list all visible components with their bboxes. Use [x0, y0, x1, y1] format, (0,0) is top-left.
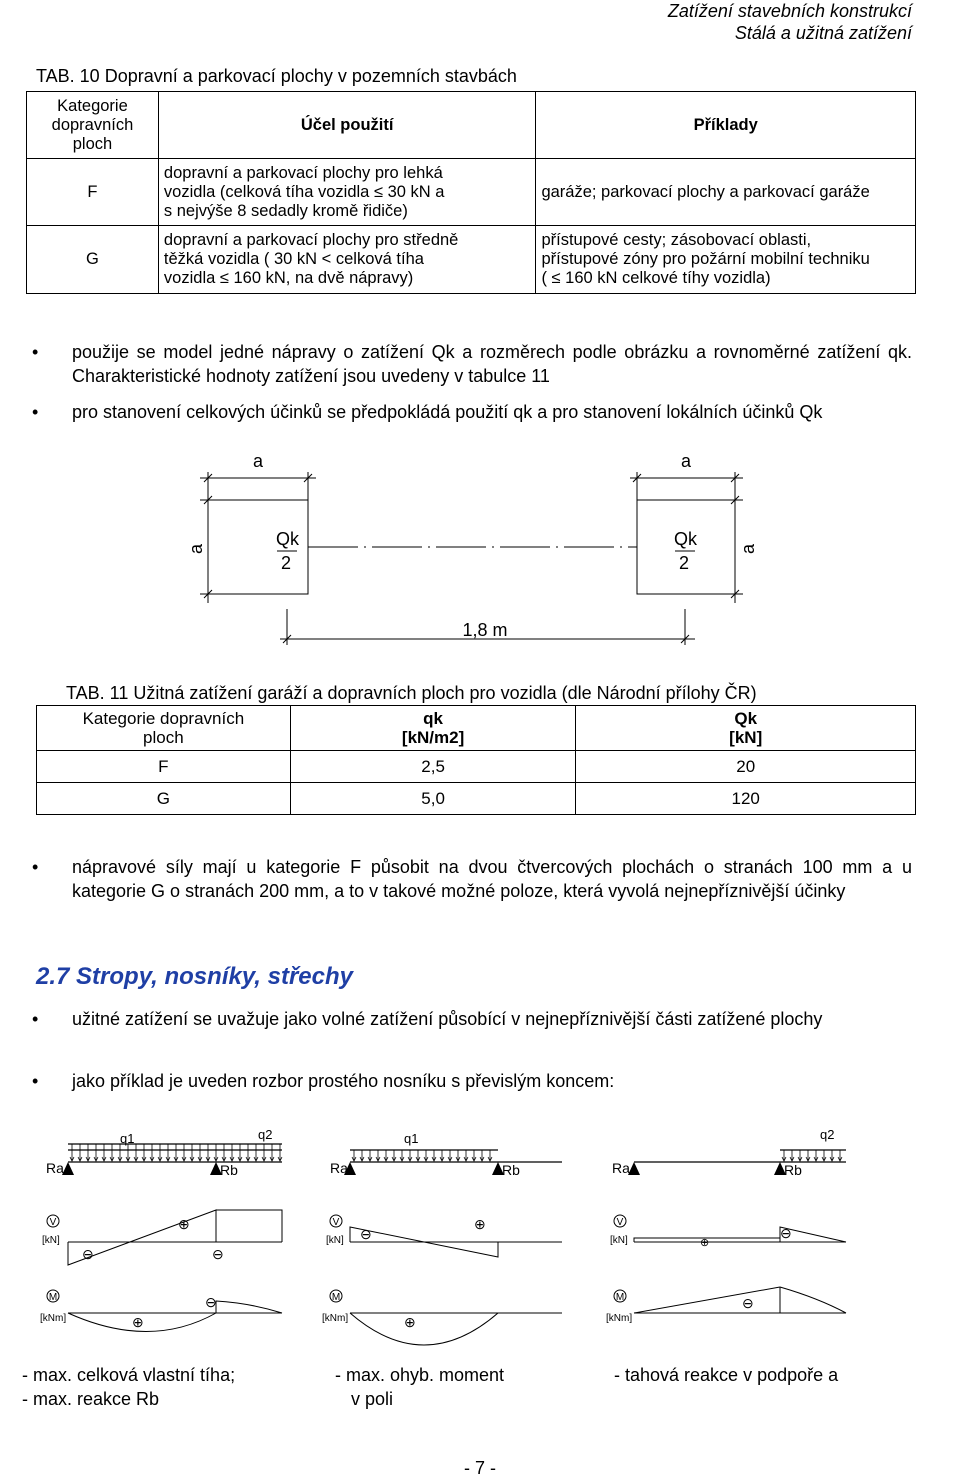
v-unit: [kN]: [326, 1235, 344, 1246]
axle-load-diagram: [150, 445, 800, 645]
v-symbol: V: [332, 1217, 340, 1228]
table11-header-row: [37, 706, 916, 751]
v-unit: [kN]: [42, 1235, 60, 1246]
ra-label: Ra: [612, 1160, 630, 1176]
running-header: [668, 0, 912, 44]
section-heading: 2.7 Stropy, nosníky, střechy: [36, 963, 354, 990]
plus-icon: ⊕: [132, 1314, 144, 1330]
v-symbol: V: [616, 1217, 624, 1228]
bullet-icon: •: [32, 1071, 39, 1091]
m-symbol: M: [48, 1292, 58, 1303]
table-row: [27, 159, 916, 226]
dim-a-top-left: a: [252, 451, 264, 471]
m-unit: [kNm]: [606, 1313, 633, 1324]
minus-icon: ⊖: [205, 1294, 217, 1310]
table-row: [37, 783, 916, 815]
ra-label: Ra: [330, 1160, 348, 1176]
beam-case-3: [606, 1127, 846, 1324]
left-load-label: Qk: [276, 529, 300, 549]
rb-label: Rb: [220, 1162, 238, 1178]
axle-spacing-label: 1,8 m: [462, 620, 508, 640]
rb-label: Rb: [784, 1162, 802, 1178]
table-row: [27, 226, 916, 294]
case-3-notes: - tahová reakce v podpoře a: [614, 1365, 839, 1385]
minus-icon: ⊖: [212, 1246, 224, 1262]
beam-diagrams: [0, 1115, 960, 1355]
category-cell: G: [37, 783, 291, 815]
minus-icon: ⊖: [780, 1225, 792, 1241]
m-unit: [kNm]: [40, 1313, 67, 1324]
table10-header-category: Kategorie dopravních ploch: [27, 92, 159, 159]
plus-icon: ⊕: [700, 1237, 710, 1249]
left-load-denominator: 2: [281, 553, 292, 573]
table11-header-category: Kategorie dopravních ploch: [37, 706, 291, 751]
bullet-icon: •: [32, 1009, 39, 1029]
table10-caption: TAB. 10 Dopravní a parkovací plochy v pozemních stavbách: [36, 66, 517, 86]
qk-cell: 2,5: [290, 751, 576, 783]
category-cell: F: [37, 751, 291, 783]
v-symbol: V: [49, 1217, 57, 1228]
table10-header-row: [27, 92, 916, 159]
bullet-icon: •: [32, 857, 39, 877]
table11-header-Qk: Qk [kN]: [576, 706, 916, 751]
use-cell: dopravní a parkovací plochy pro středně těžká vozidla ( 30 kN < celková tíha vozidla ≤ 160 kN, na dvě nápravy): [158, 226, 536, 294]
plus-icon: ⊕: [404, 1314, 416, 1330]
beam-case-1: [40, 1127, 282, 1332]
minus-icon: ⊖: [360, 1226, 372, 1242]
table11-header-qk: qk [kN/m2]: [290, 706, 576, 751]
header-subtitle: Stálá a užitná zatížení: [734, 23, 912, 43]
header-title: Zatížení stavebních konstrukcí: [667, 1, 912, 21]
m-symbol: M: [615, 1292, 625, 1303]
examples-cell: přístupové cesty; zásobovací oblasti, přístupové zóny pro požární mobilní techniku ( ≤ 160 kN celkové tíhy vozidla): [536, 226, 916, 294]
table11-caption: TAB. 11 Užitná zatížení garáží a dopravních ploch pro vozidla (dle Národní přílohy ČR): [66, 683, 757, 703]
category-cell: F: [27, 159, 159, 226]
plus-icon: ⊕: [178, 1216, 190, 1232]
v-unit: [kN]: [610, 1235, 628, 1246]
page-number: - 7 -: [463, 1458, 496, 1478]
Qk-cell: 120: [576, 783, 916, 815]
plus-icon: ⊕: [474, 1216, 486, 1232]
minus-icon: ⊖: [82, 1246, 94, 1262]
table10-header-examples: Příklady: [536, 92, 916, 159]
table-row: [37, 751, 916, 783]
use-cell: dopravní a parkovací plochy pro lehká vozidla (celková tíha vozidla ≤ 30 kN a s nejvýše 8 sedadly kromě řidiče): [158, 159, 536, 226]
table10-header-use: Účel použití: [158, 92, 536, 159]
q2-label: q2: [258, 1127, 273, 1142]
bullet-icon: •: [32, 402, 39, 422]
qk-cell: 5,0: [290, 783, 576, 815]
right-load-denominator: 2: [679, 553, 690, 573]
q1-label: q1: [404, 1131, 419, 1146]
dim-a-left: a: [186, 543, 206, 555]
q2-label: q2: [820, 1127, 835, 1142]
case-2-notes: - max. ohyb. moment v poli: [335, 1365, 505, 1409]
table10: [26, 91, 916, 294]
case-1-notes: - max. celková vlastní tíha; - max. reakce Rb: [22, 1365, 236, 1409]
Qk-cell: 20: [576, 751, 916, 783]
rb-label: Rb: [502, 1162, 520, 1178]
table11: [36, 705, 916, 815]
q1-label: q1: [120, 1131, 135, 1146]
m-symbol: M: [331, 1292, 341, 1303]
right-load-label: Qk: [674, 529, 698, 549]
m-unit: [kNm]: [322, 1313, 349, 1324]
minus-icon: ⊖: [742, 1295, 754, 1311]
dim-a-top-right: a: [680, 451, 692, 471]
dim-a-right: a: [738, 543, 758, 555]
beam-case-2: [322, 1131, 562, 1345]
ra-label: Ra: [46, 1160, 64, 1176]
examples-cell: garáže; parkovací plochy a parkovací garáže: [536, 159, 916, 226]
category-cell: G: [27, 226, 159, 294]
bullet-icon: •: [32, 342, 39, 362]
